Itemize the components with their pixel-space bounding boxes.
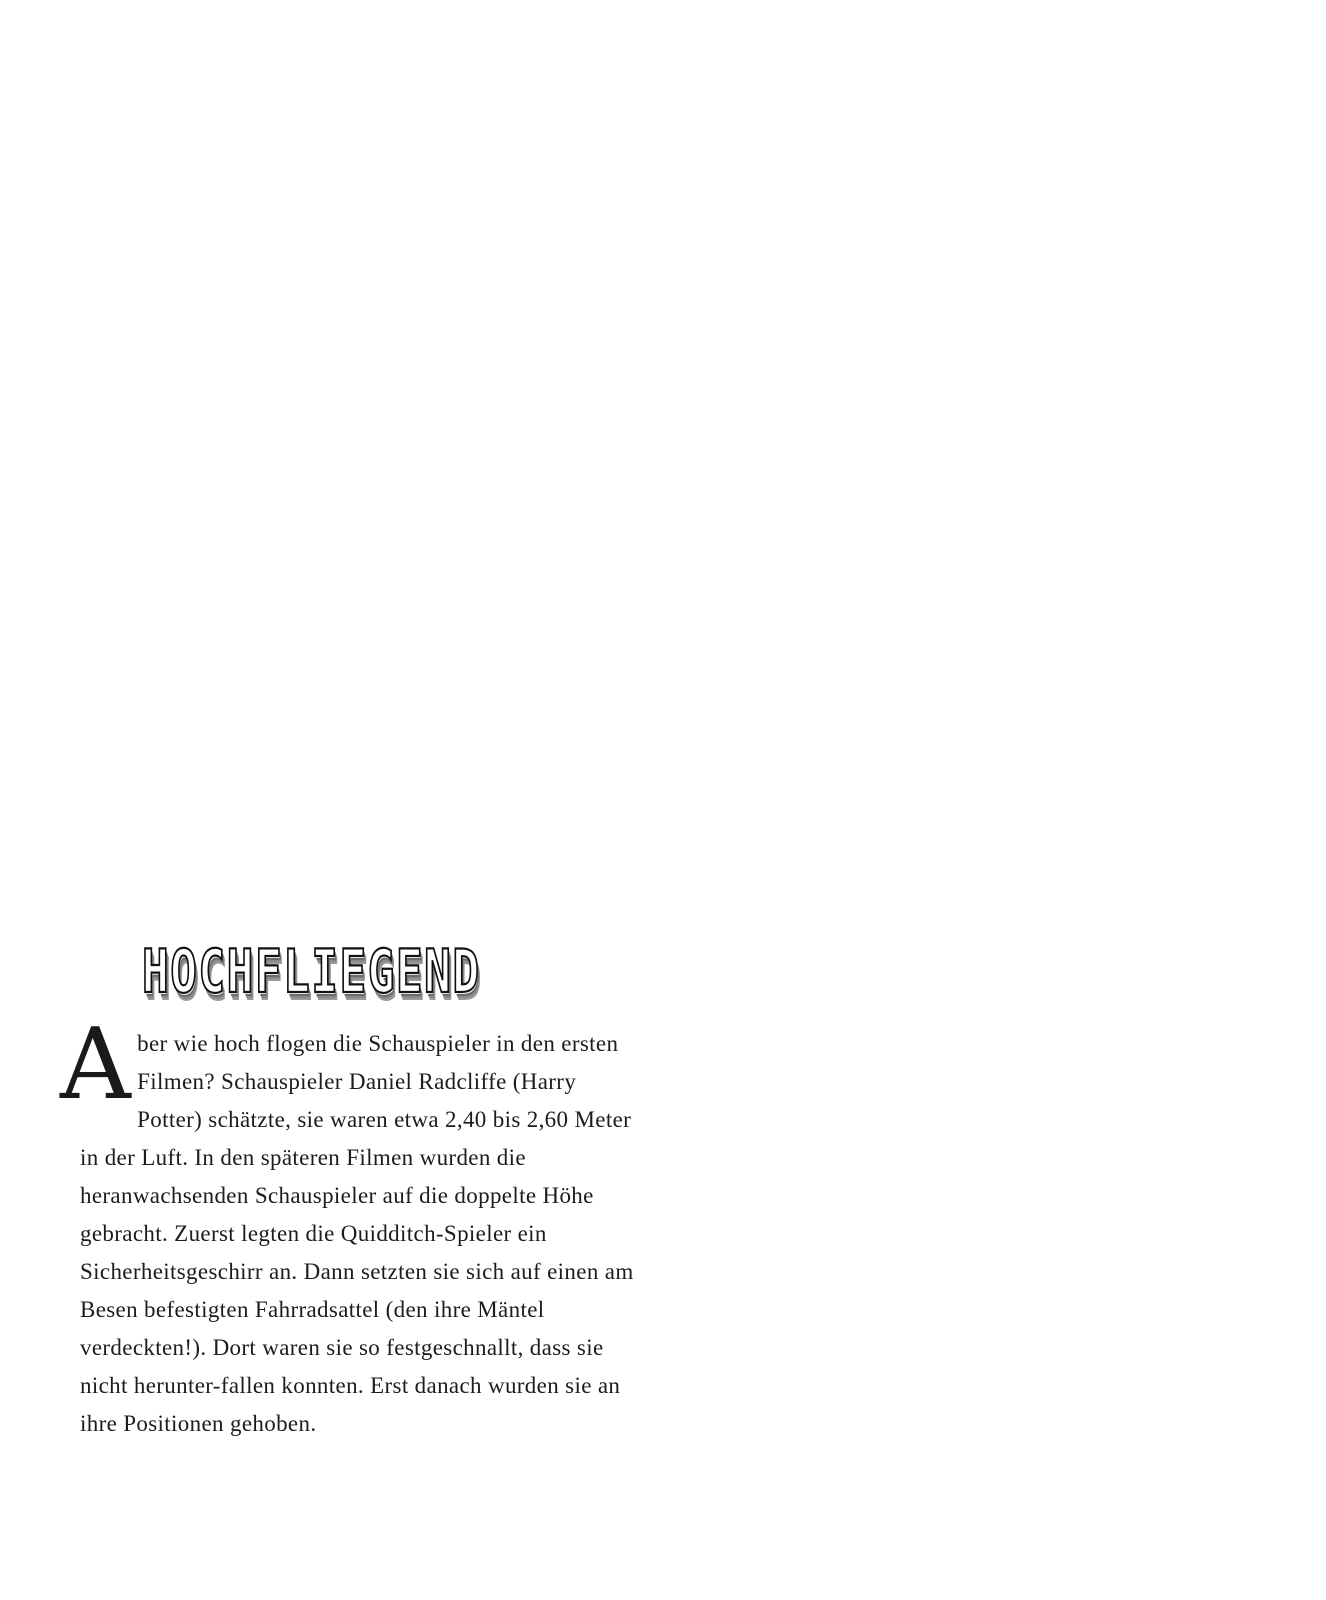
body-paragraph bbox=[60, 1008, 640, 1443]
section-heading: HOCHFLIEGEND bbox=[142, 937, 481, 1007]
drop-cap: A bbox=[60, 1008, 132, 1122]
body-text: ber wie hoch flogen die Schauspieler in den ersten Filmen? Schauspieler Daniel Radcliffe (Harry Potter) schätzte, sie waren etwa 2,40 bis 2,60 Meter in der Luft. In den späteren Filmen wurden die heranwachsenden Schauspieler auf die doppelte Höhe gebracht. Zuerst legten die Quidditch-Spieler ein Sicherheitsgeschirr an. Dann setzten sie sich auf einen am Besen befestigten Fahrradsattel (den ihre Mäntel verdeckten!). Dort waren sie so festgeschnallt, dass sie nicht herunter-fallen konnten. Erst danach wurden sie an ihre Positionen gehoben. bbox=[80, 1031, 634, 1436]
